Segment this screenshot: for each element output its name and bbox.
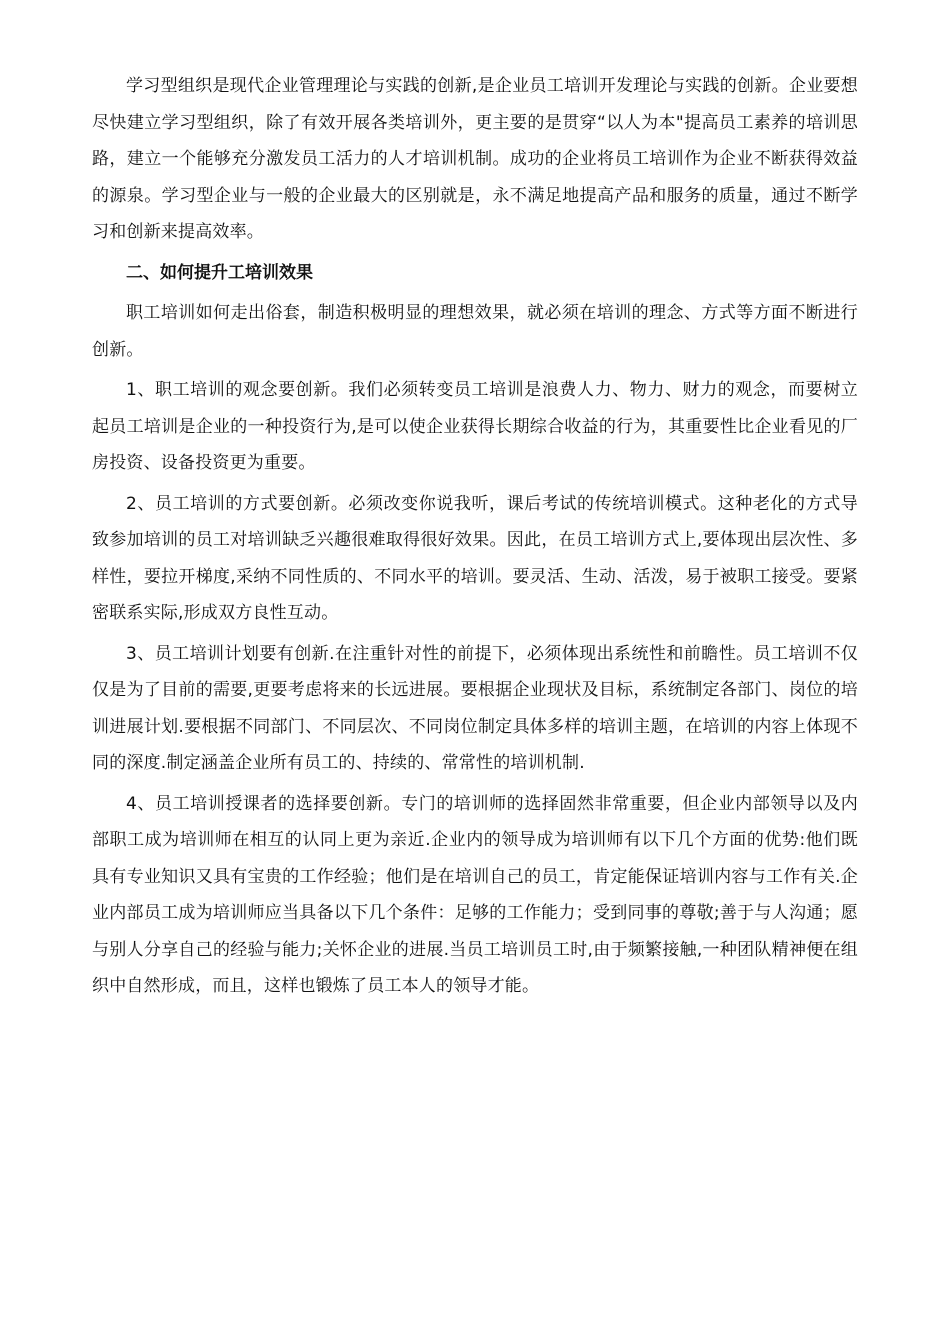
point-3-paragraph: 3、员工培训计划要有创新.在注重针对性的前提下，必须体现出系统性和前瞻性。员工培训不仅仅是为了目前的需要,更要考虑将来的长远进展。要根据企业现状及目标，系统制定各部门、岗位的培训进展计划.要根据不同部门、不同层次、不同岗位制定具体多样的培训主题，在培训的内容上体现不同的深度.制定涵盖企业所有员工的、持续的、常常性的培训机制.: [92, 643, 858, 773]
point-2-paragraph: 2、员工培训的方式要创新。必须改变你说我听，课后考试的传统培训模式。这种老化的方式导致参加培训的员工对培训缺乏兴趣很难取得很好效果。因此，在员工培训方式上,要体现出层次性、多样性，要拉开梯度,采纳不同性质的、不同水平的培训。要灵活、生动、活泼，易于被职工接受。要紧密联系实际,形成双方良性互动。: [92, 493, 858, 623]
point-1-paragraph: 1、职工培训的观念要创新。我们必须转变员工培训是浪费人力、物力、财力的观念，而要树立起员工培训是企业的一种投资行为,是可以使企业获得长期综合收益的行为，其重要性比企业看见的厂房投资、设备投资更为重要。: [92, 380, 858, 473]
section-heading: 二、如何提升工培训效果: [126, 262, 313, 283]
intro-paragraph: 学习型组织是现代企业管理理论与实践的创新,是企业员工培训开发理论与实践的创新。企业要想尽快建立学习型组织，除了有效开展各类培训外，更主要的是贯穿“以人为本"提高员工素养的培训思路，建立一个能够充分激发员工活力的人才培训机制。成功的企业将员工培训作为企业不断获得效益的源泉。学习型企业与一般的企业最大的区别就是，永不满足地提高产品和服务的质量，通过不断学习和创新来提高效率。: [92, 76, 858, 242]
point-4-paragraph: 4、员工培训授课者的选择要创新。专门的培训师的选择固然非常重要，但企业内部领导以及内部职工成为培训师在相互的认同上更为亲近.企业内的领导成为培训师有以下几个方面的优势:他们既具有专业知识又具有宝贵的工作经验；他们是在培训自己的员工，肯定能保证培训内容与工作有关.企业内部员工成为培训师应当具备以下几个条件：足够的工作能力；受到同事的尊敬;善于与人沟通；愿与别人分享自己的经验与能力;关怀企业的进展.当员工培训员工时,由于频繁接触,一种团队精神便在组织中自然形成，而且，这样也锻炼了员工本人的领导才能。: [92, 793, 858, 996]
document-page: [92, 68, 858, 1009]
section-intro-paragraph: 职工培训如何走出俗套，制造积极明显的理想效果，就必须在培训的理念、方式等方面不断进行创新。: [92, 303, 858, 360]
